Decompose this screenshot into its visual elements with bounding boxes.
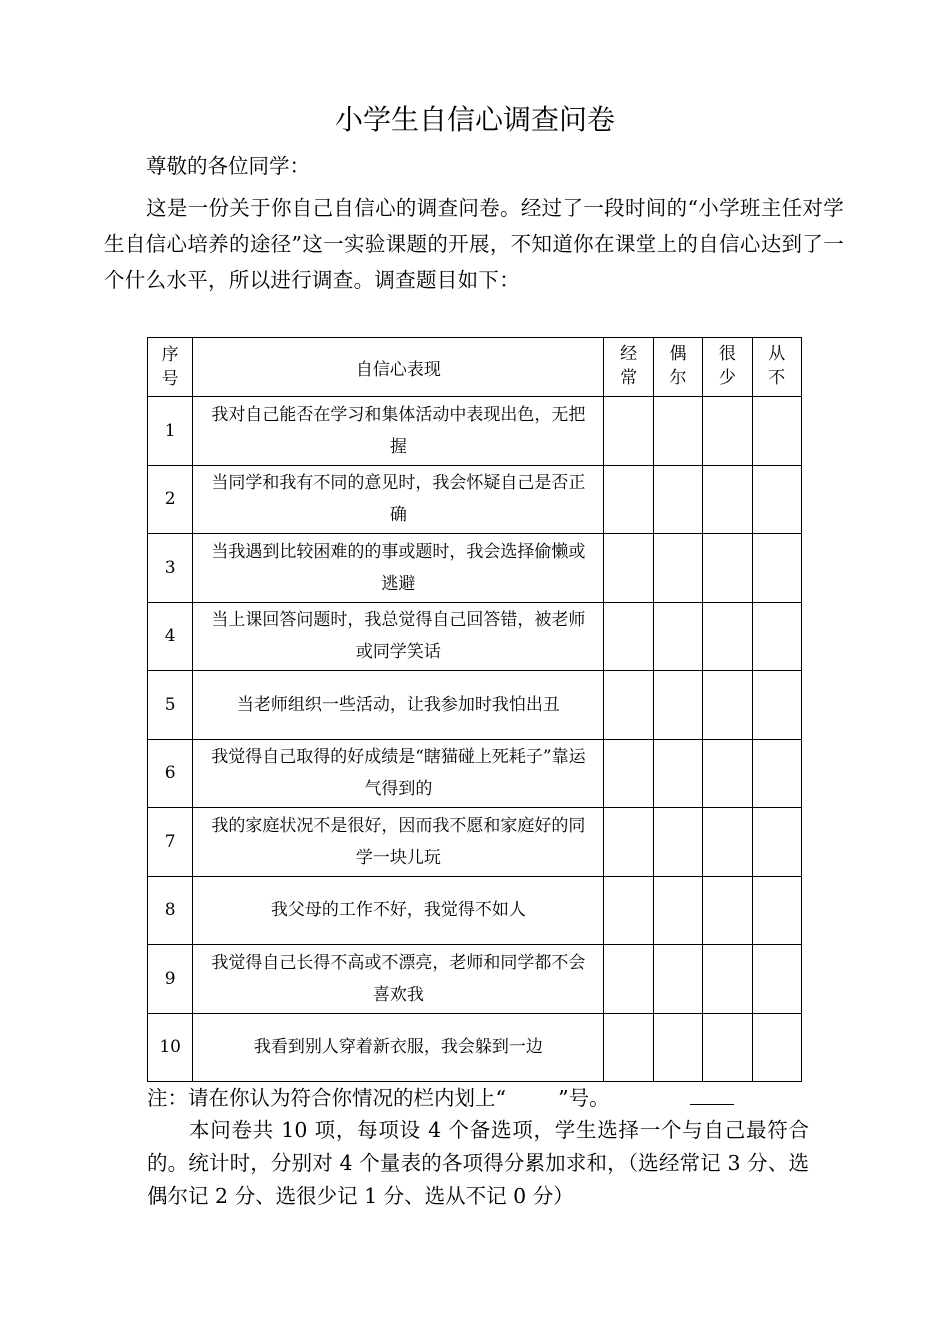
- answer-cell-often[interactable]: [604, 1013, 653, 1082]
- answer-cell-rarely[interactable]: [703, 465, 752, 534]
- row-number: 10: [148, 1013, 193, 1082]
- answer-cell-rarely[interactable]: [703, 739, 752, 808]
- answer-cell-never[interactable]: [752, 739, 801, 808]
- answer-cell-often[interactable]: [604, 739, 653, 808]
- questionnaire-table: [147, 337, 802, 1082]
- table-row: [148, 808, 802, 877]
- answer-cell-never[interactable]: [752, 671, 801, 740]
- greeting: 尊敬的各位同学：: [146, 154, 310, 178]
- answer-cell-never[interactable]: [752, 534, 801, 603]
- row-number: 7: [148, 808, 193, 877]
- answer-cell-often[interactable]: [604, 671, 653, 740]
- answer-cell-rarely[interactable]: [703, 808, 752, 877]
- answer-cell-never[interactable]: [752, 945, 801, 1014]
- header-often: 经常: [604, 338, 653, 397]
- header-description: 自信心表现: [193, 338, 604, 397]
- answer-cell-often[interactable]: [604, 397, 653, 466]
- table-row: [148, 602, 802, 671]
- answer-cell-never[interactable]: [752, 876, 801, 945]
- blank-line: [690, 1104, 734, 1105]
- table-header-row: [148, 338, 802, 397]
- answer-cell-never[interactable]: [752, 397, 801, 466]
- answer-cell-often[interactable]: [604, 602, 653, 671]
- table-row: [148, 739, 802, 808]
- row-number: 3: [148, 534, 193, 603]
- row-description: 当我遇到比较困难的的事或题时，我会选择偷懒或逃避: [193, 534, 604, 603]
- answer-cell-never[interactable]: [752, 1013, 801, 1082]
- header-number: 序号: [148, 338, 193, 397]
- answer-cell-often[interactable]: [604, 876, 653, 945]
- header-sometimes: 偶尔: [653, 338, 702, 397]
- answer-cell-rarely[interactable]: [703, 876, 752, 945]
- answer-cell-never[interactable]: [752, 465, 801, 534]
- row-number: 4: [148, 602, 193, 671]
- row-number: 9: [148, 945, 193, 1014]
- answer-cell-often[interactable]: [604, 808, 653, 877]
- row-description: 我的家庭状况不是很好，因而我不愿和家庭好的同学一块儿玩: [193, 808, 604, 877]
- row-number: 8: [148, 876, 193, 945]
- answer-cell-often[interactable]: [604, 534, 653, 603]
- answer-cell-rarely[interactable]: [703, 534, 752, 603]
- table-row: [148, 671, 802, 740]
- answer-cell-sometimes[interactable]: [653, 602, 702, 671]
- table-row: [148, 876, 802, 945]
- answer-cell-rarely[interactable]: [703, 1013, 752, 1082]
- answer-cell-never[interactable]: [752, 602, 801, 671]
- answer-cell-rarely[interactable]: [703, 602, 752, 671]
- answer-cell-rarely[interactable]: [703, 397, 752, 466]
- table-row: [148, 465, 802, 534]
- row-number: 6: [148, 739, 193, 808]
- answer-cell-sometimes[interactable]: [653, 534, 702, 603]
- row-number: 1: [148, 397, 193, 466]
- answer-cell-rarely[interactable]: [703, 671, 752, 740]
- row-description: 我觉得自己取得的好成绩是“瞎猫碰上死耗子”靠运气得到的: [193, 739, 604, 808]
- table-row: [148, 534, 802, 603]
- row-description: 我觉得自己长得不高或不漂亮，老师和同学都不会喜欢我: [193, 945, 604, 1014]
- answer-cell-sometimes[interactable]: [653, 739, 702, 808]
- row-number: 2: [148, 465, 193, 534]
- answer-cell-rarely[interactable]: [703, 945, 752, 1014]
- row-number: 5: [148, 671, 193, 740]
- row-description: 当上课回答问题时，我总觉得自己回答错，被老师或同学笑话: [193, 602, 604, 671]
- header-rarely: 很少: [703, 338, 752, 397]
- table-row: [148, 1013, 802, 1082]
- answer-cell-sometimes[interactable]: [653, 945, 702, 1014]
- answer-cell-sometimes[interactable]: [653, 671, 702, 740]
- intro-paragraph: 这是一份关于你自己自信心的调查问卷。经过了一段时间的“小学班主任对学生自信心培养的途径”这一实验课题的开展，不知道你在课堂上的自信心达到了一个什么水平，所以进行调查。调查题目如下：: [104, 196, 844, 292]
- table-row: [148, 397, 802, 466]
- row-description: 当同学和我有不同的意见时，我会怀疑自己是否正确: [193, 465, 604, 534]
- answer-cell-often[interactable]: [604, 465, 653, 534]
- header-never: 从不: [752, 338, 801, 397]
- row-description: 我对自己能否在学习和集体活动中表现出色，无把握: [193, 397, 604, 466]
- scoring-paragraph: 本问卷共 10 项，每项设 4 个备选项，学生选择一个与自己最符合的。统计时，分别对 4 个量表的各项得分累加求和，（选经常记 3 分、选偶尔记 2 分、选很少记 1 分、选从不记 0 分）: [147, 1118, 809, 1208]
- answer-cell-often[interactable]: [604, 945, 653, 1014]
- note-text: 注：请在你认为符合你情况的栏内划上“ ”号。: [147, 1086, 610, 1110]
- answer-cell-sometimes[interactable]: [653, 876, 702, 945]
- answer-cell-sometimes[interactable]: [653, 808, 702, 877]
- answer-cell-sometimes[interactable]: [653, 1013, 702, 1082]
- page-title: 小学生自信心调查问卷: [334, 103, 615, 136]
- answer-cell-never[interactable]: [752, 808, 801, 877]
- table-row: [148, 945, 802, 1014]
- row-description: 我看到别人穿着新衣服，我会躲到一边: [193, 1013, 604, 1082]
- row-description: 当老师组织一些活动，让我参加时我怕出丑: [193, 671, 604, 740]
- answer-cell-sometimes[interactable]: [653, 465, 702, 534]
- row-description: 我父母的工作不好，我觉得不如人: [193, 876, 604, 945]
- answer-cell-sometimes[interactable]: [653, 397, 702, 466]
